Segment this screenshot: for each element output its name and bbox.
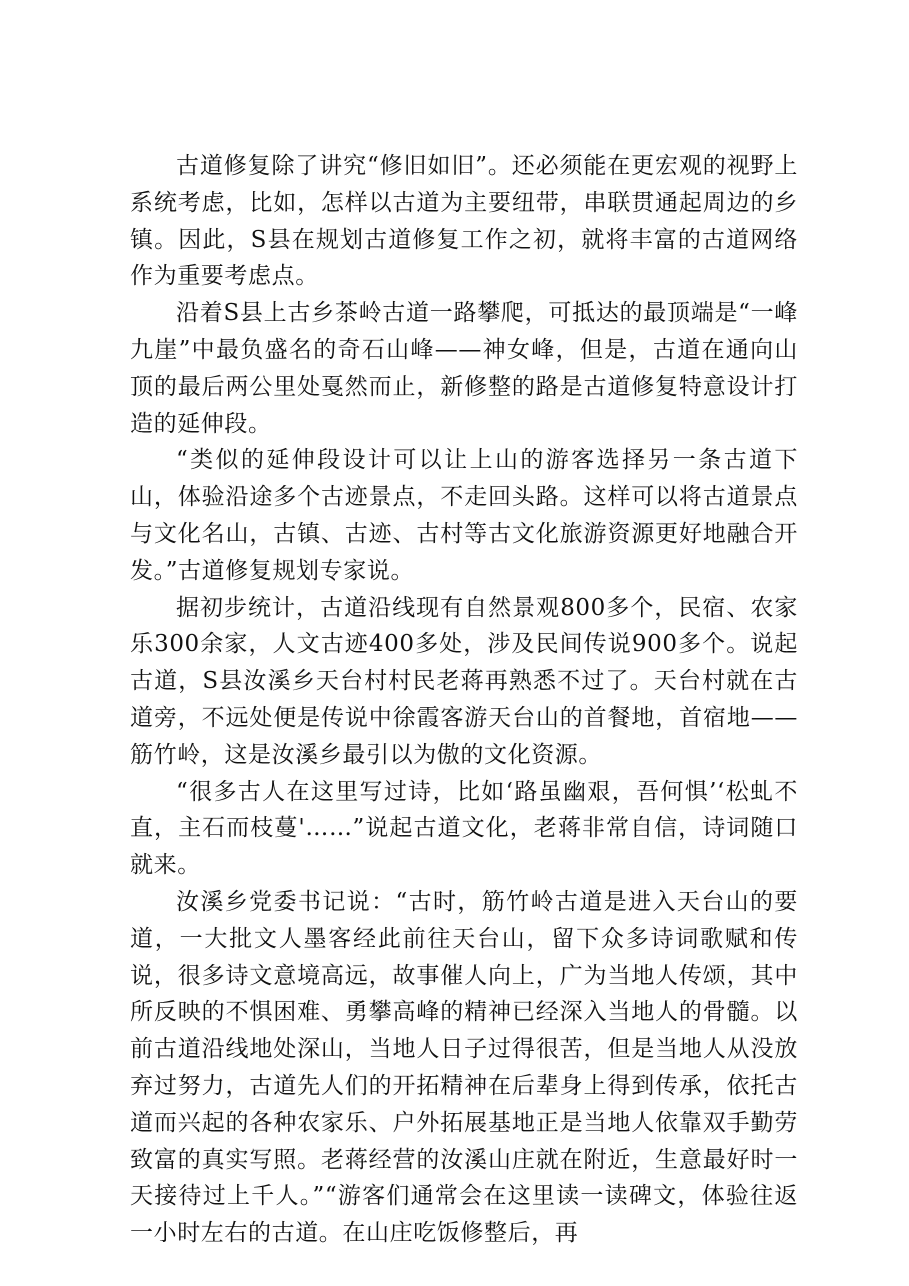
paragraph-party-secretary: 汝溪乡党委书记说：“古时，筋竹岭古道是进入天台山的要道，一大批文人墨客经此前往天台山，留下众多诗词歌赋和传说，很多诗文意境高远，故事催人向上，广为当地人传颂，其中所反映的不惧困难、勇攀高峰的精神已经深入当地人的骨髓。以前古道沿线地处深山，当地人日子过得很苦，但是当地人从没放弃过努力，古道先人们的开拓精神在后辈身上得到传承，依托古道而兴起的各种农家乐、户外拓展基地正是当地人依靠双手勤劳致富的真实写照。老蒋经营的汝溪山庄就在附近，生意最好时一天接待过上千人。”“游客们通常会在这里读一读碑文，体验往返一小时左右的古道。在山庄吃饭修整后，再 — [130, 888, 798, 1247]
paragraph-expert-quote: “类似的延伸段设计可以让上山的游客选择另一条古道下山，体验沿途多个古迹景点，不走回头路。这样可以将古道景点与文化名山，古镇、古迹、古村等古文化旅游资源更好地融合开发。”古道修复规划专家说。 — [130, 447, 798, 584]
paragraph-poetry: “很多古人在这里写过诗，比如‘路虽幽艰，吾何惧’‘松虬不直，主石而枝蔓'……”说起古道文化，老蒋非常自信，诗词随口就来。 — [130, 778, 798, 879]
paragraph-statistics: 据初步统计，古道沿线现有自然景观800多个，民宿、农家乐300余家，人文古迹400多处，涉及民间传说900多个。说起古道，S县汝溪乡天台村村民老蒋再熟悉不过了。天台村就在古道旁，不远处便是传说中徐霞客游天台山的首餐地，首宿地——筋竹岭，这是汝溪乡最引以为傲的文化资源。 — [130, 594, 798, 768]
paragraph-chaling-road: 沿着S县上古乡茶岭古道一路攀爬，可抵达的最顶端是“一峰九崖”中最负盛名的奇石山峰——神女峰，但是，古道在通向山顶的最后两公里处戛然而止，新修整的路是古道修复特意设计打造的延伸段。 — [130, 300, 798, 437]
paragraph-restoration-principle: 古道修复除了讲究“修旧如旧”。还必须能在更宏观的视野上系统考虑，比如，怎样以古道为主要纽带，串联贯通起周边的乡镇。因此，S县在规划古道修复工作之初，就将丰富的古道网络作为重要考虑点。 — [130, 153, 798, 290]
document-page — [130, 148, 798, 1252]
